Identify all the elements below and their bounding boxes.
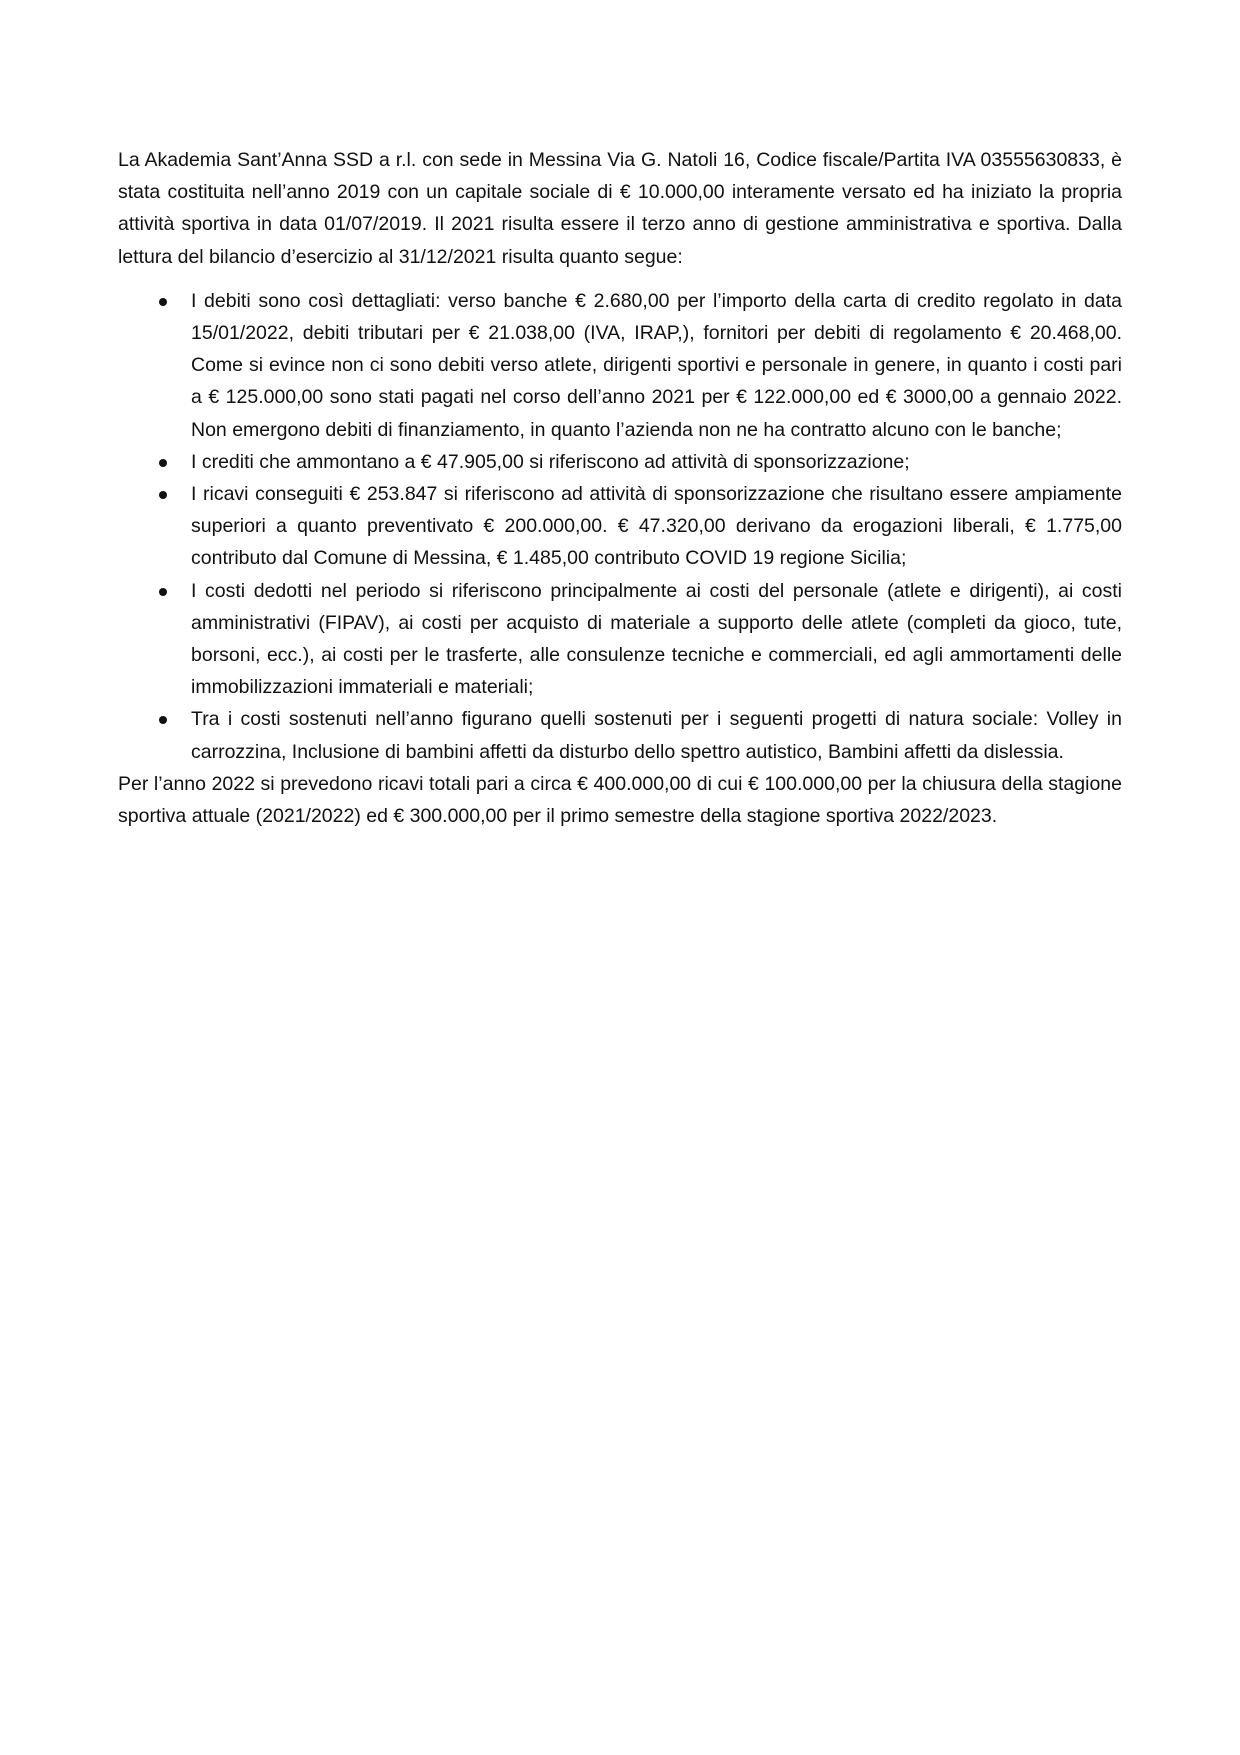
list-item-text: I crediti che ammontano a € 47.905,00 si riferiscono ad attività di sponsorizzazione; <box>191 450 910 473</box>
closing-paragraph: Per l’anno 2022 si prevedono ricavi totali pari a circa € 400.000,00 di cui € 100.000,00 per la chiusura della stagione sportiva attuale (2021/2022) ed € 300.000,00 per il primo semestre della stagione sportiva 2022/2023. <box>118 772 1122 828</box>
bullet-icon <box>159 298 167 306</box>
bullet-icon <box>159 491 167 499</box>
list-item <box>118 703 1122 767</box>
list-item <box>118 575 1122 704</box>
bullet-icon <box>159 588 167 596</box>
list-item <box>118 446 1122 478</box>
document-body <box>118 144 1122 832</box>
list-item-text: I debiti sono così dettagliati: verso banche € 2.680,00 per l’importo della carta di credito regolato in data 15/01/2022, debiti tributari per € 21.038,00 (IVA, IRAP,), fornitori per debiti di regolamento € 20.468,00. Come si evince non ci sono debiti verso atlete, dirigenti sportivi e personale in genere, in quanto i costi pari a € 125.000,00 sono stati pagati nel corso dell’anno 2021 per € 122.000,00 ed € 3000,00 a gennaio 2022. Non emergono debiti di finanziamento, in quanto l’azienda non ne ha contratto alcuno con le banche; <box>191 289 1122 441</box>
bullet-list <box>118 285 1122 768</box>
list-item-text: I costi dedotti nel periodo si riferiscono principalmente ai costi del personale (atlete e dirigenti), ai costi amministrativi (FIPAV), ai costi per acquisto di materiale a supporto delle atlete (completi da gioco, tute, borsoni, ecc.), ai costi per le trasferte, alle consulenze tecniche e commerciali, ed agli ammortamenti delle immobilizzazioni immateriali e materiali; <box>191 579 1122 699</box>
bullet-icon <box>159 716 167 724</box>
list-item <box>118 478 1122 575</box>
list-item-text: I ricavi conseguiti € 253.847 si riferiscono ad attività di sponsorizzazione che risultano essere ampiamente superiori a quanto preventivato € 200.000,00. € 47.320,00 derivano da erogazioni liberali, € 1.775,00 contributo dal Comune di Messina, € 1.485,00 contributo COVID 19 regione Sicilia; <box>191 483 1122 570</box>
list-item-text: Tra i costi sostenuti nell’anno figurano quelli sostenuti per i seguenti progetti di natura sociale: Volley in carrozzina, Inclusione di bambini affetti da disturbo dello spettro autistico, Bambini affetti da dislessia. <box>191 708 1122 763</box>
bullet-icon <box>159 459 167 467</box>
intro-paragraph: La Akademia Sant’Anna SSD a r.l. con sede in Messina Via G. Natoli 16, Codice fiscale/Partita IVA 03555630833, è stata costituita nell’anno 2019 con un capitale sociale di € 10.000,00 interamente versato ed ha iniziato la propria attività sportiva in data 01/07/2019. Il 2021 risulta essere il terzo anno di gestione amministrativa e sportiva. Dalla lettura del bilancio d’esercizio al 31/12/2021 risulta quanto segue: <box>118 149 1122 268</box>
list-item <box>118 285 1122 446</box>
